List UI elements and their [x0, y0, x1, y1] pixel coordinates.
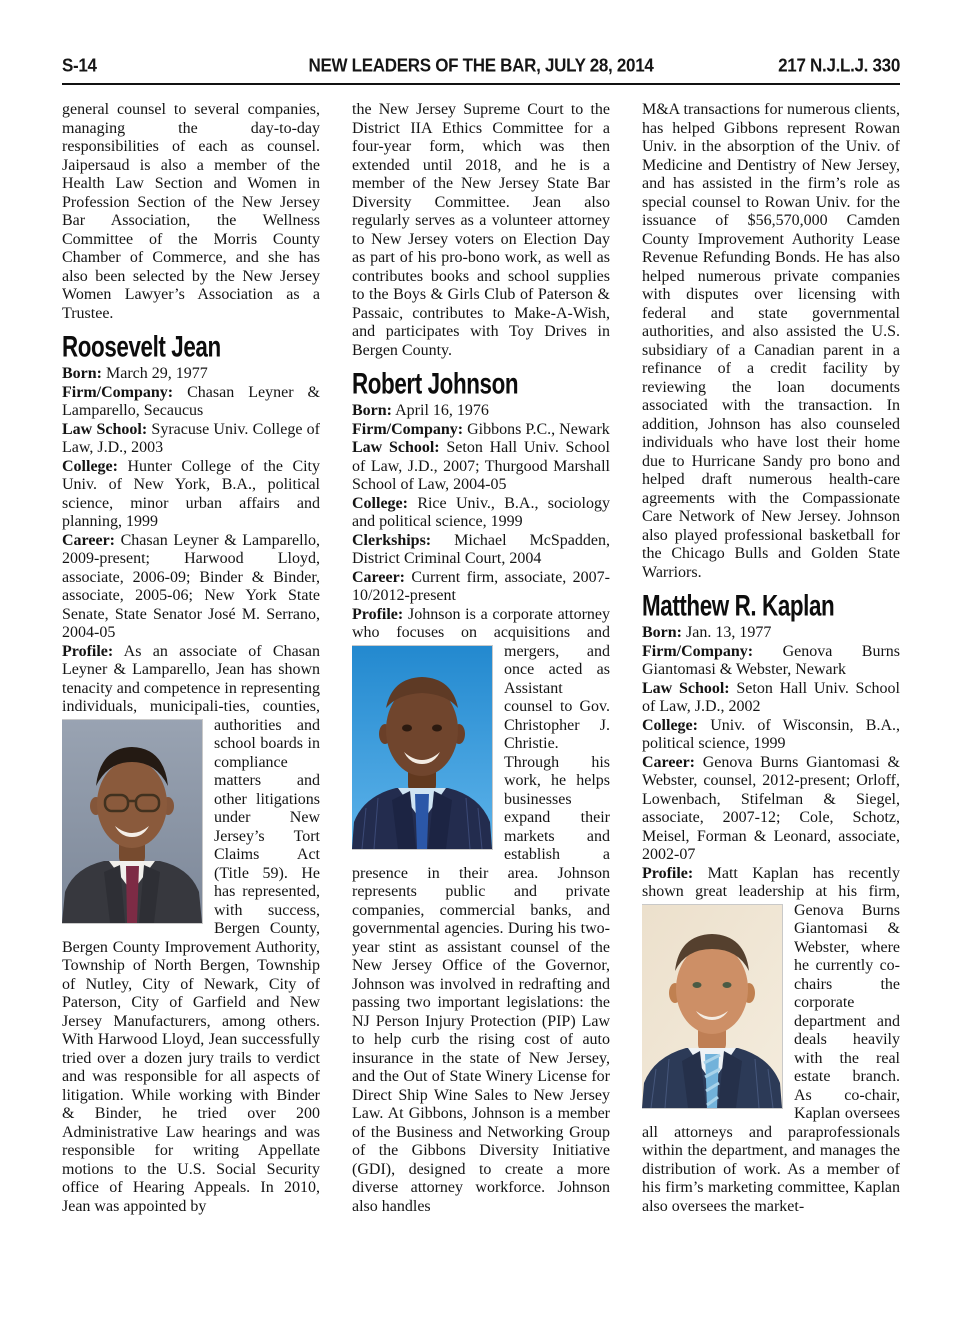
page-title: NEW LEADERS OF THE BAR, JULY 28, 2014	[308, 55, 654, 76]
column-2	[352, 101, 610, 1263]
jean-continuation-paragraph: the New Jersey Supreme Court to the District IIA Ethics Committee for a four-year form, which was then extended until 2018, and he is a member of the New Jersey State Bar Diversity Committee. Jean also regularly serves as a volunteer attorney to New Jersey voters on Election Day as part of his pro-bono work, as well as contributes books and school supplies to the Boys & Girls Club of Paterson & Passaic, contributes to Make-A-Wish, and participates with Toy Drives in Bergen County.	[352, 101, 610, 359]
column-3	[642, 101, 900, 1263]
field-born	[62, 365, 320, 384]
field-value: Gibbons P.C., Newark	[467, 420, 610, 438]
field-value: Current firm, associate, 2007-10/2012-present	[352, 568, 610, 604]
field-label: Firm/Company:	[352, 420, 464, 438]
person-name-roosevelt-jean: Roosevelt Jean	[62, 330, 221, 363]
headshot-illustration-kaplan	[642, 905, 782, 1108]
jaipersaud-continuation-paragraph: general counsel to several companies, managing the day-to-day responsibilities of each as counsel. Jaipersaud is also a member of the Health Law Section and Women in Profession Section of the New Jersey Bar Association, the Wellness Committee of the Morris County Chamber of Commerce, and she has also been selected by the New Jersey Women Lawyer’s Association as a Trustee.	[62, 101, 320, 322]
field-firm	[352, 421, 610, 440]
profile-text: ties, counties, authorities and school boards in compliance matters and other litigations under New Jersey’s Tort Claims Act (Title 59). He has represented, with success, Bergen County, Bergen County Improvement Authority, Township of North Bergen, Township of Nutley, City of Newark, City of Paterson, City of Garfield and New Jersey Manufacturers, among others. With Harwood Lloyd, Jean successfully tried over a dozen jury trails to verdict and was responsible for all aspects of litigation. While working with Binder & Binder, he tried over 200 Administrative Law hearings and was responsible for writing Appellate motions to the U.S. Social Security office of Hearing Appeals. In 2010, Jean was appointed by	[62, 698, 320, 1215]
field-career	[62, 532, 320, 643]
column-1	[62, 101, 320, 1263]
field-label: Career:	[642, 753, 695, 771]
field-label: Career:	[352, 568, 405, 586]
headshot-photo-roosevelt-jean	[62, 720, 202, 923]
field-law-school	[62, 421, 320, 458]
person-name-matthew-kaplan: Matthew R. Kaplan	[642, 589, 835, 622]
field-label: College:	[62, 457, 118, 475]
person-name-robert-johnson: Robert Johnson	[352, 367, 519, 400]
field-label: Clerkships:	[352, 531, 432, 549]
profile-paragraph-jean	[62, 643, 320, 1217]
field-career	[642, 754, 900, 865]
field-value: Hunter College of the City Univ. of New York, B.A., political science, minor urban affairs and planning, 1999	[62, 457, 320, 530]
headshot-illustration-johnson	[352, 646, 492, 849]
field-value: Seton Hall Univ. School of Law, J.D., 2007; Thurgood Marshall School of Law, 2004-05	[352, 439, 610, 493]
field-clerkships	[352, 532, 610, 569]
field-college	[642, 717, 900, 754]
field-label: Career:	[62, 531, 115, 549]
field-label: Law School:	[62, 420, 148, 438]
field-value: Chasan Leyner & Lamparello, Secaucus	[62, 383, 320, 419]
field-value: Chasan Leyner & Lamparello, 2009-present; Harwood Lloyd, associate, 2006-09; Binder & Binder, associate, 2005-06; New York State Senate, State Senator José M. Serrano, 2004-05	[62, 531, 320, 641]
field-value: Jan. 13, 1977	[686, 624, 772, 641]
field-value: Seton Hall Univ. School of Law, J.D., 2002	[642, 679, 900, 715]
field-firm	[642, 643, 900, 680]
profile-text: Genova Burns Giantomasi & Webster, where he currently co-chairs the corporate department and deals heavily with the real estate branch. As co-chair, Kaplan oversees all attorneys and paraprofessionals within the department, and manages the distribution of work. As a member of his firm’s marketing committee, Kaplan also oversees the market-	[642, 901, 900, 1215]
field-value: March 29, 1977	[106, 365, 208, 382]
profile-paragraph-kaplan	[642, 865, 900, 1217]
field-label: College:	[642, 716, 698, 734]
field-value: Genova Burns Giantomasi & Webster, counsel, 2012-present; Orloff, Lowenbach, Stifelman & Siegel, associate, 2007-12; Cole, Schotz, Meisel, Forman & Leonard, associate, 2002-07	[642, 753, 900, 863]
field-value: Michael McSpadden, District Criminal Court, 2004	[352, 531, 610, 567]
field-label: Profile:	[62, 642, 114, 660]
field-value: April 16, 1976	[395, 402, 489, 419]
field-label: College:	[352, 494, 408, 512]
field-law-school	[642, 680, 900, 717]
field-label: Law School:	[352, 439, 440, 456]
field-value: Univ. of Wisconsin, B.A., political science, 1999	[642, 716, 900, 752]
field-label: Firm/Company:	[642, 642, 754, 660]
field-college	[352, 495, 610, 532]
field-career	[352, 569, 610, 606]
profile-paragraph-johnson	[352, 606, 610, 1217]
field-label: Firm/Company:	[62, 383, 174, 401]
citation: 217 N.J.L.J. 330	[778, 55, 900, 76]
page-number: S-14	[62, 55, 97, 76]
field-label: Born:	[62, 365, 102, 382]
profile-text: Matt Kaplan has recently shown great leadership at his firm,	[642, 864, 900, 900]
field-label: Profile:	[642, 864, 694, 882]
field-label: Profile:	[352, 605, 404, 623]
profile-text: Johnson is a corporate attorney who focuses on acquisitions	[352, 605, 610, 641]
profile-text: As an associate of Chasan Leyner & Lamparello, Jean has shown tenacity and competence in representing individuals, municipali-	[62, 642, 320, 715]
headshot-illustration-jean	[62, 720, 202, 923]
field-value: Genova Burns Giantomasi & Webster, Newark	[642, 642, 900, 678]
field-firm	[62, 384, 320, 421]
johnson-continuation-paragraph: M&A transactions for numerous clients, has helped Gibbons represent Rowan Univ. in the absorption of the Univ. of Medicine and Dentistry of New Jersey, and has assisted in the firm’s role as special counsel to Rowan Univ. for the issuance of $56,570,000 Camden County Improvement Authority Lease Revenue Refunding Bonds. He has also helped numerous private companies with disputes over licensing with federal and state governmental authorities, and also assisted the U.S. subsidiary of a Canadian parent in a refinance of a credit facility by reviewing the loan documents associated with the transaction. In addition, Johnson has also counseled individuals who have lost their home due to Hurricane Sandy pro bono and helped draft numerous health-care agreements with the Compassionate Care Network of New Jersey. Johnson also played professional basketball for the Chicago Bulls and Golden State Warriors.	[642, 101, 900, 581]
field-label: Born:	[642, 624, 682, 641]
field-label: Born:	[352, 402, 392, 419]
field-value: Syracuse Univ. College of Law, J.D., 2003	[62, 420, 320, 456]
field-label: Law School:	[642, 679, 730, 697]
field-college	[62, 458, 320, 532]
headshot-photo-robert-johnson	[352, 646, 492, 849]
field-born	[352, 402, 610, 421]
page-header	[62, 56, 900, 85]
field-value: Rice Univ., B.A., sociology and political science, 1999	[352, 494, 610, 530]
field-born	[642, 624, 900, 643]
field-law-school	[352, 439, 610, 495]
profile-text: and mergers, and once acted as Assistant counsel to Gov. Christopher J. Christie. Through his work, he helps businesses expand their markets and establish a presence in their area. Johnson represents public and private companies, commercial banks, and governmental agencies. During his two-year stint as assistant counsel of the New Jersey Office of the Governor, Johnson was involved in redrafting and passing two important legislations: the NJ Person Injury Protection (PIP) Law to help curb the rising cost of auto insurance in the state of New Jersey, and the Out of State Winery License for Direct Ship Wine Sales to New Jersey Law. At Gibbons, Johnson is a member of the Business and Networking Group of the Gibbons Diversity Initiative (GDI), designed to create a more diverse attorney workforce. Johnson also handles	[352, 624, 610, 1215]
headshot-photo-matthew-kaplan	[642, 905, 782, 1108]
